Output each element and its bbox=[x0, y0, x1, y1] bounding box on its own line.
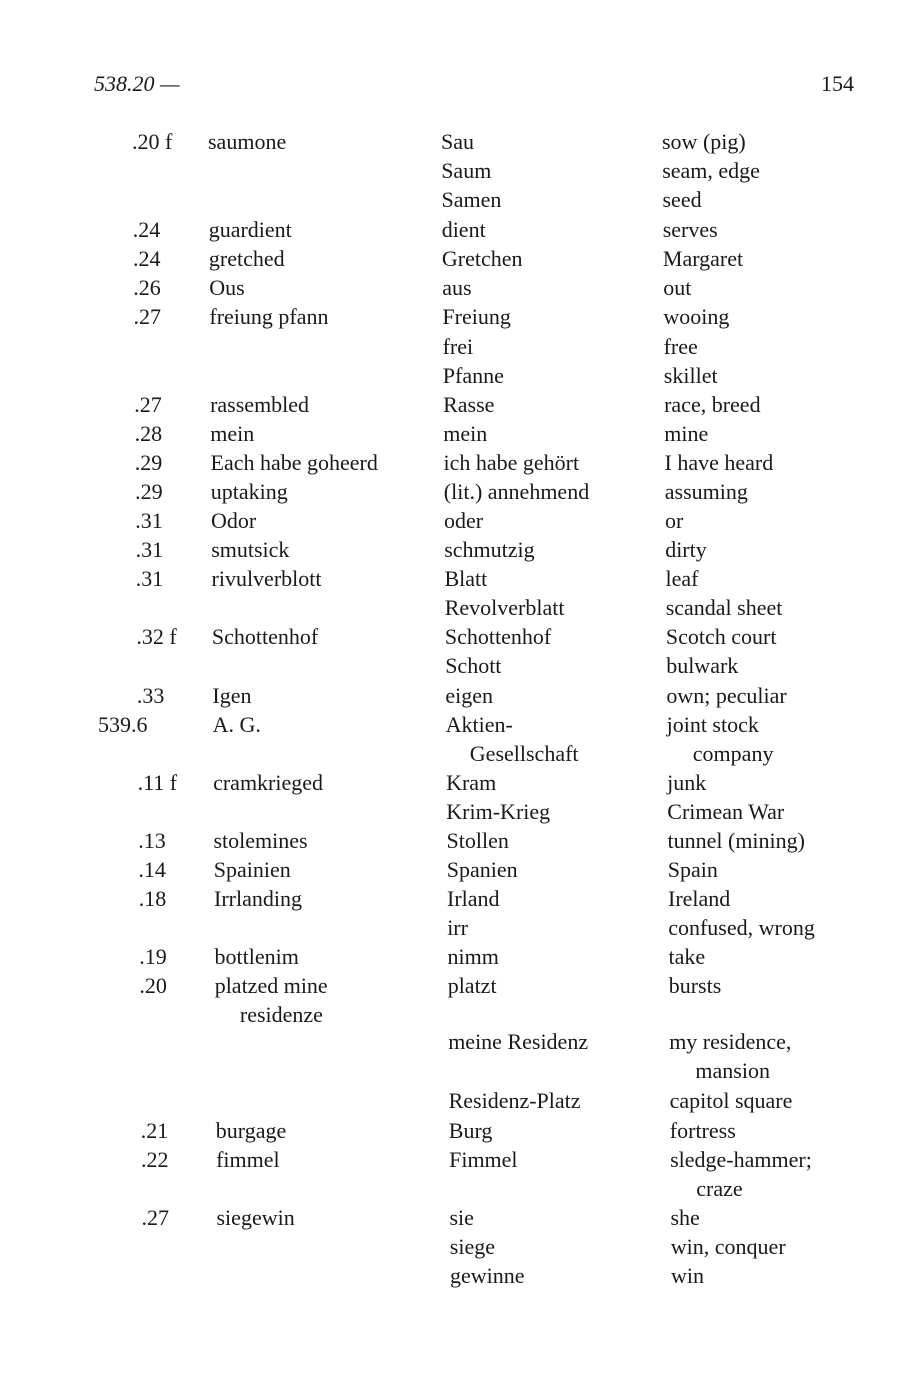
cell-german: Pfanne bbox=[442, 363, 504, 388]
cell-english: Scotch court bbox=[665, 624, 777, 649]
cell-word: smutsick bbox=[211, 537, 290, 562]
cell-word: Odor bbox=[211, 508, 257, 533]
cell-english: wooing bbox=[663, 304, 730, 329]
cell-german: Aktien- bbox=[445, 712, 513, 737]
glossary-line bbox=[0, 739, 902, 768]
glossary-line bbox=[0, 710, 902, 739]
cell-ref: .26 bbox=[133, 275, 161, 300]
cell-german: frei bbox=[442, 334, 474, 359]
cell-english: serves bbox=[662, 217, 718, 242]
cell-english: I have heard bbox=[664, 450, 774, 475]
cell-german: Gretchen bbox=[441, 246, 523, 271]
cell-english: Crimean War bbox=[667, 799, 785, 824]
cell-german: Freiung bbox=[442, 304, 511, 329]
cell-german: Schott bbox=[445, 653, 502, 678]
cell-word: bottlenim bbox=[214, 944, 299, 969]
cell-word: Spainien bbox=[213, 857, 291, 882]
cell-word: Each habe goheerd bbox=[210, 450, 378, 475]
cell-ref: 539.6 bbox=[98, 712, 148, 737]
cell-german: sie bbox=[449, 1205, 474, 1230]
cell-english: bulwark bbox=[666, 653, 739, 678]
cell-ref: .28 bbox=[134, 421, 163, 446]
glossary-line bbox=[0, 1232, 902, 1261]
glossary-line bbox=[0, 302, 902, 331]
cell-english: win, conquer bbox=[670, 1234, 786, 1259]
glossary-line bbox=[0, 651, 902, 680]
glossary-line bbox=[0, 156, 902, 185]
glossary-line bbox=[0, 564, 902, 593]
glossary-line bbox=[0, 797, 902, 826]
cell-word: gretched bbox=[208, 246, 285, 271]
glossary-line bbox=[0, 127, 902, 156]
glossary-line bbox=[0, 681, 902, 710]
cell-german: mein bbox=[443, 421, 488, 446]
cell-english: confused, wrong bbox=[668, 915, 815, 940]
cell-german: gewinne bbox=[450, 1263, 525, 1288]
cell-ref: .20 f bbox=[132, 129, 173, 154]
glossary-line bbox=[0, 361, 902, 390]
cell-german: Gesellschaft bbox=[469, 741, 579, 766]
glossary-line bbox=[0, 884, 902, 913]
cell-english: free bbox=[663, 334, 698, 359]
cell-english: fortress bbox=[669, 1118, 736, 1143]
cell-english: seam, edge bbox=[662, 158, 760, 183]
cell-german: Burg bbox=[448, 1118, 493, 1143]
cell-word: A. G. bbox=[212, 712, 261, 737]
glossary-line bbox=[0, 942, 902, 971]
cell-english: craze bbox=[696, 1176, 743, 1201]
cell-ref: .24 bbox=[132, 217, 161, 242]
cell-ref: .24 bbox=[133, 246, 161, 271]
cell-english: company bbox=[692, 741, 774, 766]
cell-ref: .22 bbox=[141, 1147, 169, 1172]
cell-word: Irrlanding bbox=[214, 886, 302, 911]
cell-english: seed bbox=[662, 187, 702, 212]
cell-ref: .29 bbox=[134, 450, 163, 475]
cell-word: saumone bbox=[208, 129, 287, 154]
cell-word: rassembled bbox=[210, 392, 310, 417]
cell-word: cramkrieged bbox=[213, 770, 324, 795]
cell-ref: .27 bbox=[141, 1205, 169, 1230]
cell-german: meine Residenz bbox=[448, 1029, 589, 1054]
cell-english: my residence, bbox=[669, 1029, 792, 1054]
cell-english: assuming bbox=[664, 479, 748, 504]
cell-word: stolemines bbox=[213, 828, 308, 853]
glossary-line bbox=[0, 1027, 902, 1056]
page-number: 154 bbox=[821, 71, 854, 96]
glossary-line bbox=[0, 1203, 902, 1232]
cell-ref: .32 f bbox=[136, 624, 177, 649]
cell-english: bursts bbox=[668, 973, 722, 998]
cell-word: burgage bbox=[215, 1118, 287, 1143]
cell-german: Sau bbox=[441, 129, 474, 154]
glossary-line bbox=[0, 1174, 902, 1203]
cell-ref: .29 bbox=[135, 479, 163, 504]
cell-ref: .27 bbox=[133, 304, 161, 329]
cell-ref: .14 bbox=[138, 857, 166, 882]
glossary-line bbox=[0, 622, 902, 651]
cell-word: uptaking bbox=[210, 479, 288, 504]
glossary-line bbox=[0, 971, 902, 1000]
cell-english: junk bbox=[667, 770, 707, 795]
cell-german: platzt bbox=[447, 973, 497, 998]
glossary-line bbox=[0, 768, 902, 797]
cell-word: rivulverblott bbox=[211, 566, 322, 591]
cell-word: Ous bbox=[209, 275, 245, 300]
cell-word: freiung pfann bbox=[209, 304, 329, 329]
glossary-line bbox=[0, 185, 902, 214]
cell-ref: .21 bbox=[140, 1118, 169, 1143]
cell-german: Blatt bbox=[444, 566, 488, 591]
cell-ref: .31 bbox=[135, 508, 163, 533]
cell-german: Krim-Krieg bbox=[446, 799, 551, 824]
cell-english: win bbox=[671, 1263, 704, 1288]
cell-english: scandal sheet bbox=[665, 595, 783, 620]
cell-german: Rasse bbox=[443, 392, 495, 417]
cell-english: Margaret bbox=[662, 246, 744, 271]
cell-german: Kram bbox=[446, 770, 497, 795]
cell-word: residenze bbox=[239, 1002, 323, 1027]
cell-ref: .31 bbox=[135, 566, 164, 591]
cell-ref: .13 bbox=[138, 828, 166, 853]
cell-word: platzed mine bbox=[214, 973, 328, 998]
cell-ref: .19 bbox=[139, 944, 167, 969]
cell-english: joint stock bbox=[666, 712, 759, 737]
cell-english: tunnel (mining) bbox=[667, 828, 805, 853]
glossary-line bbox=[0, 244, 902, 273]
running-head-section: 538.20 — bbox=[94, 71, 180, 96]
glossary-line bbox=[0, 1000, 902, 1029]
cell-english: out bbox=[663, 275, 692, 300]
cell-english: race, breed bbox=[664, 392, 761, 417]
glossary-line bbox=[0, 448, 902, 477]
glossary-line bbox=[0, 506, 902, 535]
glossary-line bbox=[0, 332, 902, 361]
cell-word: guardient bbox=[208, 217, 292, 242]
cell-english: or bbox=[665, 508, 684, 533]
glossary-line bbox=[0, 477, 902, 506]
glossary-line bbox=[0, 1086, 902, 1115]
cell-english: mine bbox=[664, 421, 709, 446]
cell-ref: .33 bbox=[136, 683, 165, 708]
cell-english: she bbox=[670, 1205, 700, 1230]
cell-english: capitol square bbox=[669, 1088, 793, 1113]
cell-english: sledge-hammer; bbox=[670, 1147, 812, 1172]
cell-english: take bbox=[668, 944, 706, 969]
glossary-line bbox=[0, 535, 902, 564]
glossary-line bbox=[0, 215, 902, 244]
glossary-line bbox=[0, 419, 902, 448]
cell-english: skillet bbox=[663, 363, 718, 388]
cell-german: Samen bbox=[441, 187, 502, 212]
glossary-line bbox=[0, 390, 902, 419]
cell-german: Saum bbox=[441, 158, 492, 183]
cell-german: oder bbox=[444, 508, 484, 533]
cell-ref: .11 f bbox=[137, 770, 178, 795]
cell-german: Schottenhof bbox=[444, 624, 552, 649]
cell-english: dirty bbox=[665, 537, 707, 562]
cell-german: Spanien bbox=[446, 857, 518, 882]
cell-word: fimmel bbox=[216, 1147, 280, 1172]
cell-german: irr bbox=[447, 915, 468, 940]
glossary-line bbox=[0, 1261, 902, 1290]
cell-german: ich habe gehört bbox=[443, 450, 580, 475]
glossary-line bbox=[0, 913, 902, 942]
cell-german: eigen bbox=[445, 683, 494, 708]
cell-ref: .27 bbox=[134, 392, 162, 417]
cell-english: leaf bbox=[665, 566, 699, 591]
glossary-line bbox=[0, 273, 902, 302]
cell-english: own; peculiar bbox=[666, 683, 787, 708]
cell-german: siege bbox=[449, 1234, 495, 1259]
cell-word: Schottenhof bbox=[211, 624, 319, 649]
cell-english: sow (pig) bbox=[662, 129, 746, 154]
cell-ref: .18 bbox=[138, 886, 167, 911]
cell-word: mein bbox=[210, 421, 255, 446]
cell-english: Spain bbox=[667, 857, 718, 882]
cell-english: mansion bbox=[695, 1058, 770, 1083]
glossary-line bbox=[0, 855, 902, 884]
glossary-line bbox=[0, 1116, 902, 1145]
cell-german: nimm bbox=[447, 944, 499, 969]
cell-german: aus bbox=[442, 275, 472, 300]
cell-ref: .31 bbox=[135, 537, 164, 562]
cell-german: (lit.) annehmend bbox=[443, 479, 590, 504]
glossary-line bbox=[0, 593, 902, 622]
cell-german: Fimmel bbox=[449, 1147, 518, 1172]
cell-word: Igen bbox=[212, 683, 252, 708]
cell-german: Residenz-Platz bbox=[448, 1088, 581, 1113]
cell-german: Irland bbox=[447, 886, 500, 911]
cell-english: Ireland bbox=[668, 886, 731, 911]
cell-german: Stollen bbox=[446, 828, 509, 853]
cell-german: Revolverblatt bbox=[444, 595, 565, 620]
cell-german: dient bbox=[441, 217, 486, 242]
glossary-line bbox=[0, 826, 902, 855]
cell-word: siegewin bbox=[216, 1205, 295, 1230]
glossary-line bbox=[0, 1145, 902, 1174]
cell-german: schmutzig bbox=[444, 537, 535, 562]
glossary-line bbox=[0, 1056, 902, 1085]
cell-ref: .20 bbox=[139, 973, 167, 998]
